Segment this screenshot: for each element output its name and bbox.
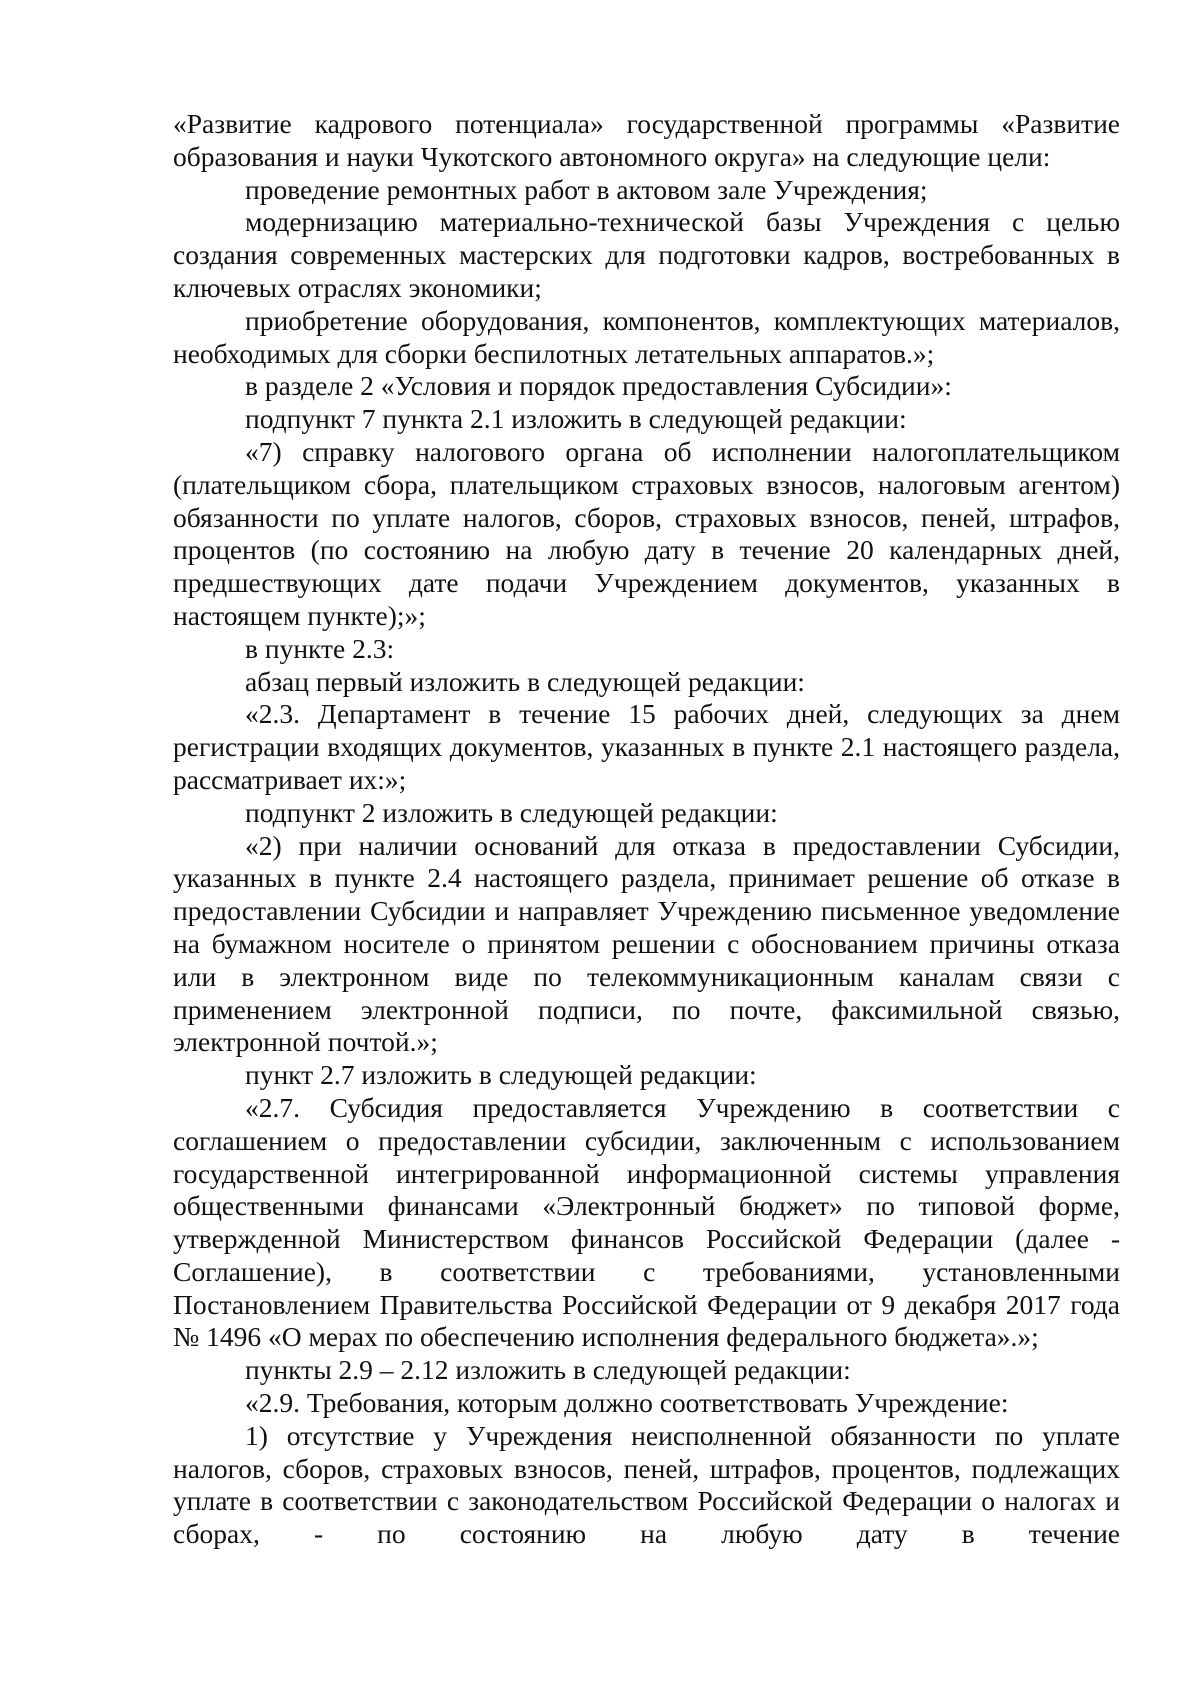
paragraph-6: подпункт 7 пункта 2.1 изложить в следующей редакции: [245,403,907,435]
paragraph-7: «7) справку налогового органа об исполнении налогоплательщиком (плательщиком сбора, плательщиком страховых взносов, налоговым агентом) обязанности по уплате налогов, сборов, страховых взносов, пеней, штрафов, процентов (по состоянию на любую дату в течение 20 календарных дней, предшествующих дате подачи Учреждением документов, указанных в настоящем пункте);»; [173,435,1120,631]
paragraph-14: «2.7. Субсидия предоставляется Учреждению в соответствии с соглашением о предоставлении субсидии, заключенным с использованием государственной интегрированной информационной системы управления общественными финансами «Электронный бюджет» по типовой форме, утвержденной Министерством финансов Российской Федерации (далее - Соглашение), в соответствии с требованиями, установленными Постановлением Правительства Российской Федерации от 9 декабря 2017 года № 1496 «О мерах по обеспечению исполнения федерального бюджета».»; [173,1091,1120,1353]
paragraph-11: подпункт 2 изложить в следующей редакции: [245,796,778,828]
paragraph-2: проведение ремонтных работ в актовом зале Учреждения; [245,173,928,205]
paragraph-1: «Развитие кадрового потенциала» государственной программы «Развитие образования и науки Чукотского автономного округа» на следующие цели: [173,108,1120,172]
paragraph-8: в пункте 2.3: [245,632,395,664]
paragraph-15: пункты 2.9 – 2.12 изложить в следующей редакции: [245,1354,851,1386]
paragraph-4: приобретение оборудования, компонентов, комплектующих материалов, необходимых для сборки беспилотных летательных аппаратов.»; [173,304,1120,369]
paragraph-17: 1) отсутствие у Учреждения неисполненной обязанности по уплате налогов, сборов, страховых взносов, пеней, штрафов, процентов, подлежащих уплате в соответствии с законодательством Российской Федерации о налогах и сборах, - по состоянию на любую дату в течение [173,1419,1120,1550]
paragraph-5: в разделе 2 «Условия и порядок предоставления Субсидии»: [245,370,952,402]
paragraph-13: пункт 2.7 изложить в следующей редакции: [245,1059,757,1091]
paragraph-9: абзац первый изложить в следующей редакции: [245,665,805,697]
paragraph-16: «2.9. Требования, которым должно соответствовать Учреждение: [245,1387,1009,1419]
document-page [173,108,1120,1551]
paragraph-12: «2) при наличии оснований для отказа в предоставлении Субсидии, указанных в пункте 2.4 настоящего раздела, принимает решение об отказе в предоставлении Субсидии и направляет Учреждению письменное уведомление на бумажном носителе о принятом решении с обоснованием причины отказа или в электронном виде по телекоммуникационным каналам связи с применением электронной подписи, по почте, факсимильной связью, электронной почтой.»; [173,829,1120,1058]
paragraph-3: модернизацию материально-технической базы Учреждения с целью создания современных мастерских для подготовки кадров, востребованных в ключевых отраслях экономики; [173,206,1120,303]
paragraph-10: «2.3. Департамент в течение 15 рабочих дней, следующих за днем регистрации входящих документов, указанных в пункте 2.1 настоящего раздела, рассматривает их:»; [173,698,1120,795]
